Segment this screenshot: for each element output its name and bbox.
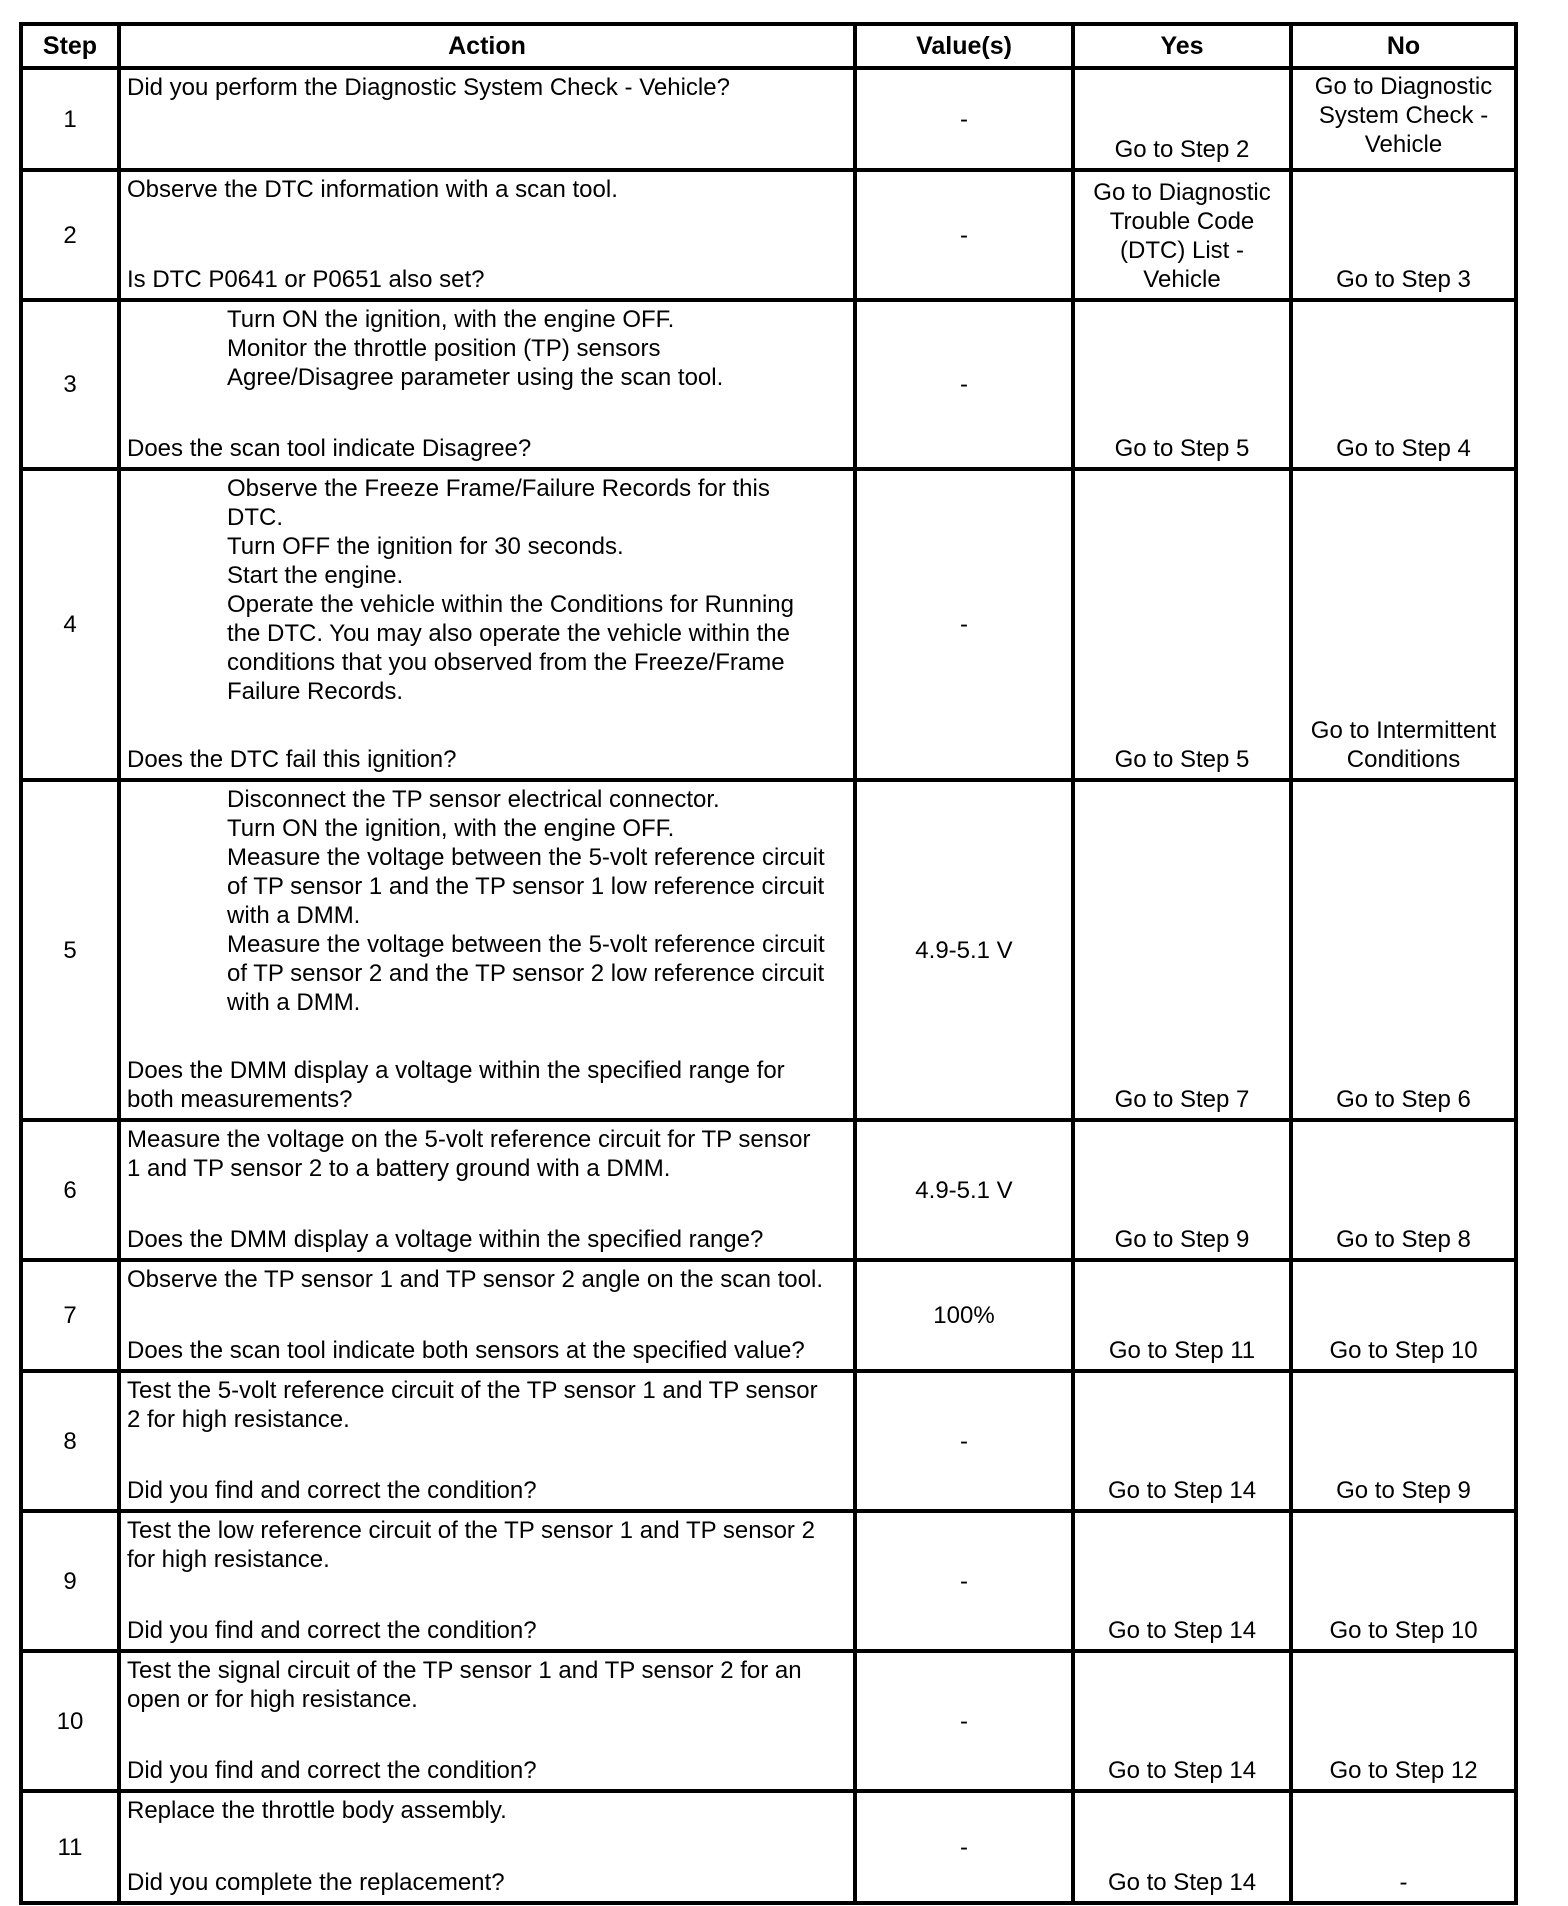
action-content xyxy=(121,1122,853,1258)
no-outcome: Go to Step 3 xyxy=(1336,266,1471,293)
action-question: Does the scan tool indicate Disagree? xyxy=(127,435,532,462)
no-outcome: Go to Intermittent Conditions xyxy=(1310,717,1497,773)
action-content xyxy=(121,172,853,298)
action-lead: Did you perform the Diagnostic System Check - Vehicle? xyxy=(127,74,730,101)
header-no: No xyxy=(1291,24,1516,68)
table-body xyxy=(21,68,1516,1903)
action-instructions xyxy=(127,785,847,1017)
action-lead: Test the low reference circuit of the TP sensor 1 and TP sensor 2 for high resistance. xyxy=(127,1517,815,1573)
action-question: Did you find and correct the condition? xyxy=(127,1617,537,1644)
action-sub-item: Disconnect the TP sensor electrical connector. xyxy=(227,786,720,813)
action-sub-item: Measure the voltage between the 5-volt reference circuit of TP sensor 1 and the TP sensor 1 low reference circuit with a DMM. xyxy=(227,844,825,929)
step-number: 6 xyxy=(21,1120,119,1260)
action-sub-item: Start the engine. xyxy=(227,562,404,589)
no-outcome: - xyxy=(1399,1869,1408,1896)
action-sub-item: Turn ON the ignition, with the engine OFF. xyxy=(227,306,675,333)
action-sub-item: Turn OFF the ignition for 30 seconds. xyxy=(227,533,624,560)
action-sub-item: Observe the Freeze Frame/Failure Records for this DTC. xyxy=(227,475,770,531)
yes-cell xyxy=(1073,170,1291,300)
action-content xyxy=(121,1373,853,1509)
value-cell: - xyxy=(855,300,1073,469)
yes-outcome: Go to Step 5 xyxy=(1114,435,1250,462)
action-instructions xyxy=(127,1265,847,1294)
action-content xyxy=(121,1513,853,1649)
step-number: 9 xyxy=(21,1511,119,1651)
no-outcome: Go to Step 9 xyxy=(1336,1477,1471,1504)
no-outcome: Go to Step 8 xyxy=(1336,1226,1471,1253)
value-cell: 4.9-5.1 V xyxy=(855,1120,1073,1260)
table-row xyxy=(21,780,1516,1120)
action-cell xyxy=(119,1651,855,1791)
yes-outcome: Go to Step 14 xyxy=(1107,1757,1257,1784)
table-row xyxy=(21,170,1516,300)
action-question: Did you find and correct the condition? xyxy=(127,1477,537,1504)
action-instructions xyxy=(127,305,847,392)
header-step: Step xyxy=(21,24,119,68)
yes-outcome: Go to Step 7 xyxy=(1114,1086,1250,1113)
no-outcome: Go to Step 4 xyxy=(1336,435,1471,462)
action-content xyxy=(121,1653,853,1789)
no-cell xyxy=(1291,469,1516,780)
action-cell xyxy=(119,1511,855,1651)
header-row xyxy=(21,24,1516,68)
yes-cell xyxy=(1073,300,1291,469)
yes-cell xyxy=(1073,1791,1291,1903)
step-number: 4 xyxy=(21,469,119,780)
action-cell xyxy=(119,1791,855,1903)
action-question: Did you complete the replacement? xyxy=(127,1869,505,1896)
header-action: Action xyxy=(119,24,855,68)
action-instructions xyxy=(127,1656,847,1714)
yes-outcome: Go to Step 2 xyxy=(1114,136,1250,163)
action-cell xyxy=(119,68,855,170)
yes-cell xyxy=(1073,469,1291,780)
yes-cell xyxy=(1073,1651,1291,1791)
value-cell: 100% xyxy=(855,1260,1073,1371)
value-cell: - xyxy=(855,68,1073,170)
no-cell xyxy=(1291,300,1516,469)
value-cell: - xyxy=(855,170,1073,300)
yes-outcome: Go to Diagnostic Trouble Code (DTC) List - Vehicle xyxy=(1093,179,1271,293)
table-row xyxy=(21,469,1516,780)
yes-cell xyxy=(1073,780,1291,1120)
table-row xyxy=(21,300,1516,469)
action-instructions xyxy=(127,175,847,204)
value-cell: - xyxy=(855,1511,1073,1651)
action-cell xyxy=(119,469,855,780)
value-cell: - xyxy=(855,1651,1073,1791)
action-question: Does the DMM display a voltage within the specified range? xyxy=(127,1226,764,1253)
yes-outcome: Go to Step 5 xyxy=(1114,746,1250,773)
action-sub-item: Turn ON the ignition, with the engine OFF. xyxy=(227,815,675,842)
action-cell xyxy=(119,1371,855,1511)
header-values: Value(s) xyxy=(855,24,1073,68)
no-outcome: Go to Diagnostic System Check - Vehicle xyxy=(1314,73,1493,158)
step-number: 10 xyxy=(21,1651,119,1791)
yes-outcome: Go to Step 11 xyxy=(1108,1337,1256,1364)
step-number: 8 xyxy=(21,1371,119,1511)
action-content xyxy=(121,302,853,467)
table-row xyxy=(21,1260,1516,1371)
yes-cell xyxy=(1073,1260,1291,1371)
no-outcome: Go to Step 10 xyxy=(1329,1617,1478,1644)
action-lead: Observe the DTC information with a scan tool. xyxy=(127,176,618,203)
diagnostic-table xyxy=(19,22,1518,1905)
yes-outcome: Go to Step 14 xyxy=(1107,1477,1257,1504)
action-question: Does the scan tool indicate both sensors at the specified value? xyxy=(127,1337,805,1364)
action-sub-item: Operate the vehicle within the Conditions for Running the DTC. You may also operate the vehicle within the conditions that you observed from the Freeze/Frame Failure Records. xyxy=(227,591,794,705)
action-cell xyxy=(119,170,855,300)
header-yes: Yes xyxy=(1073,24,1291,68)
table-row xyxy=(21,1371,1516,1511)
value-cell: 4.9-5.1 V xyxy=(855,780,1073,1120)
action-instructions xyxy=(127,1125,847,1183)
action-instructions xyxy=(127,1516,847,1574)
no-cell xyxy=(1291,1511,1516,1651)
value-cell: - xyxy=(855,1371,1073,1511)
no-cell xyxy=(1291,780,1516,1120)
action-instructions xyxy=(127,73,847,102)
action-content xyxy=(121,1262,853,1369)
table-row xyxy=(21,68,1516,170)
no-cell xyxy=(1291,1791,1516,1903)
yes-outcome: Go to Step 9 xyxy=(1114,1226,1250,1253)
value-cell: - xyxy=(855,469,1073,780)
no-cell xyxy=(1291,1120,1516,1260)
step-number: 7 xyxy=(21,1260,119,1371)
yes-cell xyxy=(1073,1371,1291,1511)
action-question: Is DTC P0641 or P0651 also set? xyxy=(127,266,485,293)
action-cell xyxy=(119,300,855,469)
action-instructions xyxy=(127,1796,847,1825)
yes-outcome: Go to Step 14 xyxy=(1107,1617,1257,1644)
action-lead: Test the 5-volt reference circuit of the TP sensor 1 and TP sensor 2 for high resistance. xyxy=(127,1377,818,1433)
table-row xyxy=(21,1511,1516,1651)
table-row xyxy=(21,1791,1516,1903)
action-lead: Measure the voltage on the 5-volt reference circuit for TP sensor 1 and TP sensor 2 to a battery ground with a DMM. xyxy=(127,1126,811,1182)
step-number: 3 xyxy=(21,300,119,469)
step-number: 2 xyxy=(21,170,119,300)
action-question: Does the DMM display a voltage within the specified range for both measurements? xyxy=(127,1057,785,1113)
table-row xyxy=(21,1651,1516,1791)
action-question: Did you find and correct the condition? xyxy=(127,1757,537,1784)
step-number: 11 xyxy=(21,1791,119,1903)
action-cell xyxy=(119,1260,855,1371)
yes-cell xyxy=(1073,68,1291,170)
no-cell xyxy=(1291,68,1516,170)
action-sub-item: Monitor the throttle position (TP) sensors Agree/Disagree parameter using the scan tool. xyxy=(227,335,724,391)
no-cell xyxy=(1291,170,1516,300)
action-lead: Observe the TP sensor 1 and TP sensor 2 angle on the scan tool. xyxy=(127,1266,823,1293)
step-number: 5 xyxy=(21,780,119,1120)
action-lead: Test the signal circuit of the TP sensor 1 and TP sensor 2 for an open or for high resistance. xyxy=(127,1657,802,1713)
action-content xyxy=(121,471,853,778)
step-number: 1 xyxy=(21,68,119,170)
no-cell xyxy=(1291,1260,1516,1371)
action-instructions xyxy=(127,474,847,706)
no-cell xyxy=(1291,1371,1516,1511)
yes-cell xyxy=(1073,1511,1291,1651)
action-cell xyxy=(119,1120,855,1260)
value-cell: - xyxy=(855,1791,1073,1903)
yes-cell xyxy=(1073,1120,1291,1260)
action-sub-item: Measure the voltage between the 5-volt reference circuit of TP sensor 2 and the TP sensor 2 low reference circuit with a DMM. xyxy=(227,931,825,1016)
action-instructions xyxy=(127,1376,847,1434)
no-outcome: Go to Step 10 xyxy=(1329,1337,1478,1364)
action-question: Does the DTC fail this ignition? xyxy=(127,746,457,773)
no-outcome: Go to Step 6 xyxy=(1336,1086,1471,1113)
action-lead: Replace the throttle body assembly. xyxy=(127,1797,507,1824)
action-content xyxy=(121,1793,853,1901)
no-outcome: Go to Step 12 xyxy=(1329,1757,1478,1784)
no-cell xyxy=(1291,1651,1516,1791)
action-cell xyxy=(119,780,855,1120)
action-content xyxy=(121,70,853,168)
table-row xyxy=(21,1120,1516,1260)
action-content xyxy=(121,782,853,1118)
yes-outcome: Go to Step 14 xyxy=(1107,1869,1257,1896)
